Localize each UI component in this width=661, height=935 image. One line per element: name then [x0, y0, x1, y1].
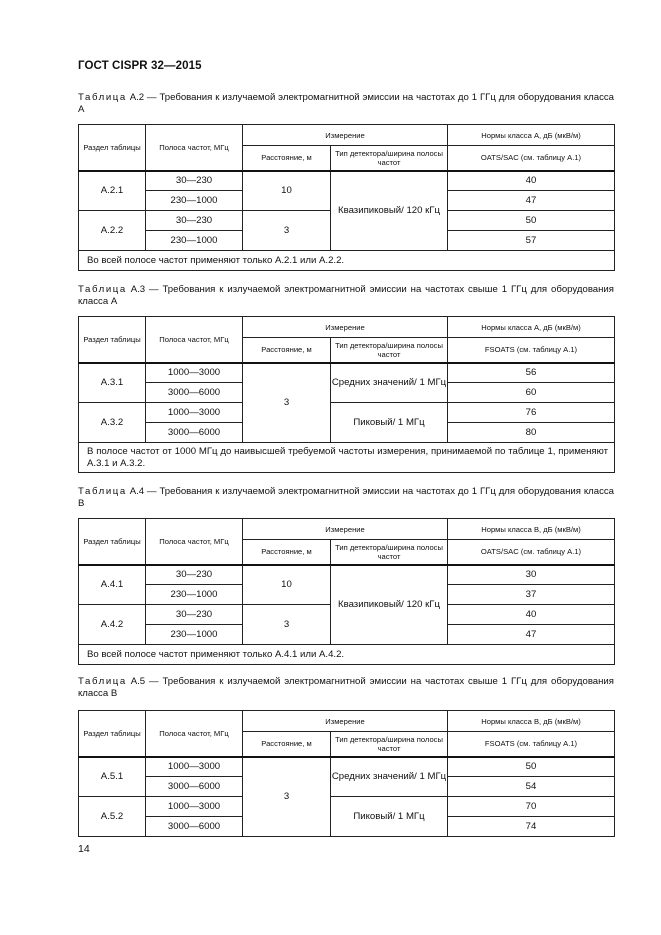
frequency-cell: 30—230: [146, 171, 243, 191]
limit-value-cell: 37: [448, 585, 615, 605]
detector-cell: Пиковый/ 1 МГц: [331, 403, 448, 443]
limit-value-cell: 40: [448, 605, 615, 625]
page-number: 14: [78, 843, 90, 855]
section-cell: А.4.1: [79, 565, 146, 605]
header-section: Раздел таблицы: [79, 519, 146, 565]
header-section: Раздел таблицы: [79, 125, 146, 171]
limit-value-cell: 47: [448, 191, 615, 211]
caption-text: А.3 — Требования к излучаемой электромагнитной эмиссии на частотах свыше 1 ГГц для оборудования класса А: [78, 284, 614, 307]
table-note: В полосе частот от 1000 МГц до наивысшей требуемой частоты измерения, принимаемой по таблице 1, применяют А.3.1 и А.3.2.: [79, 443, 615, 473]
section-cell: А.4.2: [79, 605, 146, 645]
caption-text: А.4 — Требования к излучаемой электромагнитной эмиссии на частотах до 1 ГГц для оборудования класса В: [78, 486, 614, 509]
caption-label: Таблица: [78, 92, 127, 103]
header-distance: Расстояние, м: [243, 732, 331, 757]
section-cell: А.3.2: [79, 403, 146, 443]
header-distance: Расстояние, м: [243, 540, 331, 565]
table-a3-caption: [78, 284, 614, 308]
header-measurement: Измерение: [243, 125, 448, 146]
table-a2-caption: [78, 92, 614, 116]
header-measurement: Измерение: [243, 317, 448, 338]
header-norms: Нормы класса В, дБ (мкВ/м): [448, 519, 615, 540]
limit-value-cell: 76: [448, 403, 615, 423]
limit-value-cell: 70: [448, 797, 615, 817]
header-norms-sub: OATS/SAC (см. таблицу А.1): [448, 146, 615, 171]
detector-cell: Средних значений/ 1 МГц: [331, 757, 448, 797]
frequency-cell: 3000—6000: [146, 817, 243, 837]
distance-cell: 3: [243, 363, 331, 443]
header-measurement: Измерение: [243, 711, 448, 732]
frequency-cell: 230—1000: [146, 625, 243, 645]
table-a4-caption: [78, 486, 614, 510]
header-norms: Нормы класса А, дБ (мкВ/м): [448, 125, 615, 146]
caption-label: Таблица: [78, 486, 127, 497]
limit-value-cell: 50: [448, 211, 615, 231]
frequency-cell: 1000—3000: [146, 363, 243, 383]
header-norms-sub: OATS/SAC (см. таблицу А.1): [448, 540, 615, 565]
header-frequency-band: Полоса частот, МГц: [146, 125, 243, 171]
limit-value-cell: 47: [448, 625, 615, 645]
header-norms-sub: FSOATS (см. таблицу А.1): [448, 338, 615, 363]
detector-cell: Квазипиковый/ 120 кГц: [331, 565, 448, 645]
frequency-cell: 30—230: [146, 211, 243, 231]
table-a5-caption: [78, 676, 614, 700]
header-frequency-band: Полоса частот, МГц: [146, 317, 243, 363]
section-cell: А.5.1: [79, 757, 146, 797]
frequency-cell: 3000—6000: [146, 777, 243, 797]
table-a4: [78, 518, 615, 665]
limit-value-cell: 60: [448, 383, 615, 403]
section-cell: А.5.2: [79, 797, 146, 837]
caption-label: Таблица: [78, 676, 127, 687]
distance-cell: 3: [243, 211, 331, 251]
header-detector: Тип детектора/ширина полосы частот: [331, 732, 448, 757]
frequency-cell: 1000—3000: [146, 403, 243, 423]
header-norms: Нормы класса В, дБ (мкВ/м): [448, 711, 615, 732]
distance-cell: 3: [243, 757, 331, 837]
section-cell: А.3.1: [79, 363, 146, 403]
distance-cell: 10: [243, 565, 331, 605]
table-a5: [78, 710, 615, 837]
header-norms: Нормы класса А, дБ (мкВ/м): [448, 317, 615, 338]
header-section: Раздел таблицы: [79, 711, 146, 757]
limit-value-cell: 56: [448, 363, 615, 383]
caption-text: А.2 — Требования к излучаемой электромагнитной эмиссии на частотах до 1 ГГц для оборудования класса А: [78, 92, 614, 115]
frequency-cell: 1000—3000: [146, 757, 243, 777]
header-frequency-band: Полоса частот, МГц: [146, 711, 243, 757]
frequency-cell: 30—230: [146, 565, 243, 585]
frequency-cell: 3000—6000: [146, 383, 243, 403]
frequency-cell: 30—230: [146, 605, 243, 625]
header-norms-sub: FSOATS (см. таблицу А.1): [448, 732, 615, 757]
header-detector: Тип детектора/ширина полосы частот: [331, 338, 448, 363]
limit-value-cell: 54: [448, 777, 615, 797]
caption-text: А.5 — Требования к излучаемой электромагнитной эмиссии на частотах свыше 1 ГГц для оборудования класса В: [78, 676, 614, 699]
frequency-cell: 230—1000: [146, 191, 243, 211]
document-header: ГОСТ CISPR 32—2015: [78, 60, 202, 72]
header-distance: Расстояние, м: [243, 338, 331, 363]
detector-cell: Пиковый/ 1 МГц: [331, 797, 448, 837]
limit-value-cell: 57: [448, 231, 615, 251]
header-frequency-band: Полоса частот, МГц: [146, 519, 243, 565]
limit-value-cell: 40: [448, 171, 615, 191]
frequency-cell: 230—1000: [146, 585, 243, 605]
limit-value-cell: 74: [448, 817, 615, 837]
section-cell: А.2.2: [79, 211, 146, 251]
header-detector: Тип детектора/ширина полосы частот: [331, 540, 448, 565]
header-distance: Расстояние, м: [243, 146, 331, 171]
limit-value-cell: 80: [448, 423, 615, 443]
table-note: Во всей полосе частот применяют только А.4.1 или А.4.2.: [79, 645, 615, 665]
limit-value-cell: 30: [448, 565, 615, 585]
detector-cell: Средних значений/ 1 МГц: [331, 363, 448, 403]
limit-value-cell: 50: [448, 757, 615, 777]
table-a2: [78, 124, 615, 271]
frequency-cell: 1000—3000: [146, 797, 243, 817]
frequency-cell: 230—1000: [146, 231, 243, 251]
section-cell: А.2.1: [79, 171, 146, 211]
distance-cell: 3: [243, 605, 331, 645]
table-note: Во всей полосе частот применяют только А.2.1 или А.2.2.: [79, 251, 615, 271]
header-detector: Тип детектора/ширина полосы частот: [331, 146, 448, 171]
distance-cell: 10: [243, 171, 331, 211]
frequency-cell: 3000—6000: [146, 423, 243, 443]
caption-label: Таблица: [78, 284, 127, 295]
header-measurement: Измерение: [243, 519, 448, 540]
header-section: Раздел таблицы: [79, 317, 146, 363]
detector-cell: Квазипиковый/ 120 кГц: [331, 171, 448, 251]
table-a3: [78, 316, 615, 473]
